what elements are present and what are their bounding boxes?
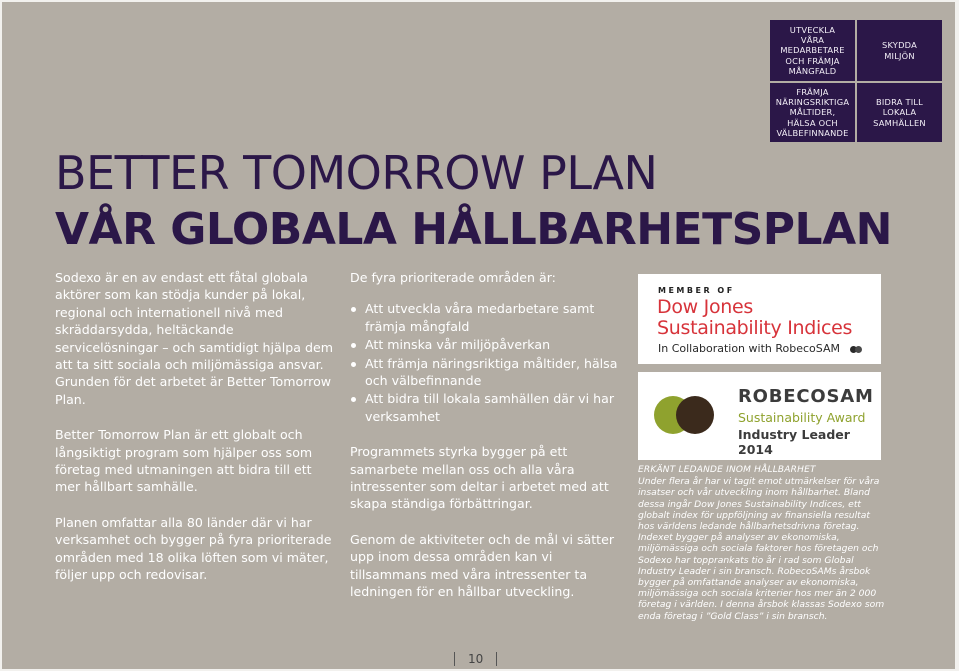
grid-cell-maltider [770, 83, 855, 142]
priority-list [350, 300, 630, 425]
logo-name-line2: Sustainability Indices [657, 317, 853, 339]
award-brand: ROBECOSAM [738, 386, 874, 407]
paragraph: Better Tomorrow Plan är ett globalt och långsiktigt program som hjälper oss som företag med utmaningen att bidra till ett mer hållbart samhälle. [55, 427, 313, 495]
dow-jones-logo [638, 274, 881, 364]
awards-caption [638, 465, 888, 622]
grid-cell-label: UTVECKLA VÅRA MEDARBETARE OCH FRÄMJA MÅNGFALD [780, 24, 845, 76]
grid-cell-samhallen [857, 83, 942, 142]
page-subtitle: VÅR GLOBALA HÅLLBARHETSPLAN [55, 204, 892, 255]
paragraph: Sodexo är en av endast ett fåtal globala aktörer som kan stödja kunder på lokal, regional och internationell nivå med skräddarsydda, heltäckande servicelösningar – och samtidigt hjälpa dem att ta sitt sociala och miljömässiga ansvar. Grunden för det arbetet är Better Tomorrow Plan. [55, 270, 333, 407]
list-item: Att bidra till lokala samhällen där vi har verksamhet [350, 390, 630, 425]
list-item: Att främja näringsriktiga måltider, hälsa och välbefinnande [350, 355, 630, 390]
caption-heading: ERKÄNT LEDANDE INOM HÅLLBARHET [638, 465, 816, 475]
page-title: BETTER TOMORROW PLAN [55, 146, 658, 200]
priority-grid [768, 18, 942, 142]
leaf-dark-icon [676, 396, 714, 434]
paragraph: Programmets styrka bygger på ett samarbete mellan oss och alla våra intressenter som deltar i arbetet med att skapa ständiga förbättringar. [350, 444, 609, 512]
grid-cell-miljo [857, 20, 942, 81]
page-number-text: 10 [468, 652, 484, 666]
list-intro: De fyra prioriterade områden är: [350, 270, 556, 285]
logo-collab-text: In Collaboration with RobecoSAM [658, 342, 840, 355]
caption-body: Under flera år har vi tagit emot utmärkelser för våra insatser och vår utveckling inom hållbarhet. Bland dessa ingår Dow Jones Sustainability Indices, ett globalt index för uppföljning av finansiella resultat hos världens ledande hållbarhetsdrivna företag. Indexet bygger på analyser av ekonomiska, miljömässiga och sociala faktorer hos företagen och Sodexo har topprankats tio år i rad som Global Industry Leader i sin bransch. RobecoSAMs årsbok bygger på omfattande analyser av ekonomiska, miljömässiga och sociala kriterier hos mer än 2 000 företag i världen. I denna årsbok klassas Sodexo som enda företag i ”Gold Class” i sin bransch. [638, 476, 885, 622]
page-background [2, 2, 955, 669]
grid-cell-label: FRÄMJA NÄRINGSRIKTIGA MÅLTIDER, HÄLSA OCH VÄLBEFINNANDE [775, 86, 850, 138]
award-title: Sustainability Award [738, 410, 866, 425]
logo-member-text: MEMBER OF [658, 286, 735, 295]
middle-column [350, 269, 630, 601]
award-year: Industry Leader 2014 [738, 427, 850, 457]
grid-cell-medarbetare [770, 20, 855, 81]
left-column [55, 269, 335, 602]
divider [496, 652, 497, 666]
logo-name-line1: Dow Jones [657, 296, 753, 318]
list-item: Att utveckla våra medarbetare samt främja mångfald [350, 300, 630, 335]
list-item: Att minska vår miljöpåverkan [350, 336, 630, 353]
robecosam-award-logo [638, 372, 881, 460]
grid-cell-label: BIDRA TILL LOKALA SAMHÄLLEN [873, 97, 926, 128]
divider [454, 652, 455, 666]
paragraph: Planen omfattar alla 80 länder där vi har verksamhet och bygger på fyra prioriterade områden med 18 olika löften som vi mäter, följer upp och redovisar. [55, 514, 332, 583]
paragraph: Genom de aktiviteter och de mål vi sätter upp inom dessa områden kan vi tillsammans med våra intressenter ta ledningen för en hållbar utveckling. [350, 531, 615, 600]
grid-cell-label: SKYDDA MILJÖN [882, 40, 917, 61]
robecosam-mark-icon [855, 346, 862, 353]
